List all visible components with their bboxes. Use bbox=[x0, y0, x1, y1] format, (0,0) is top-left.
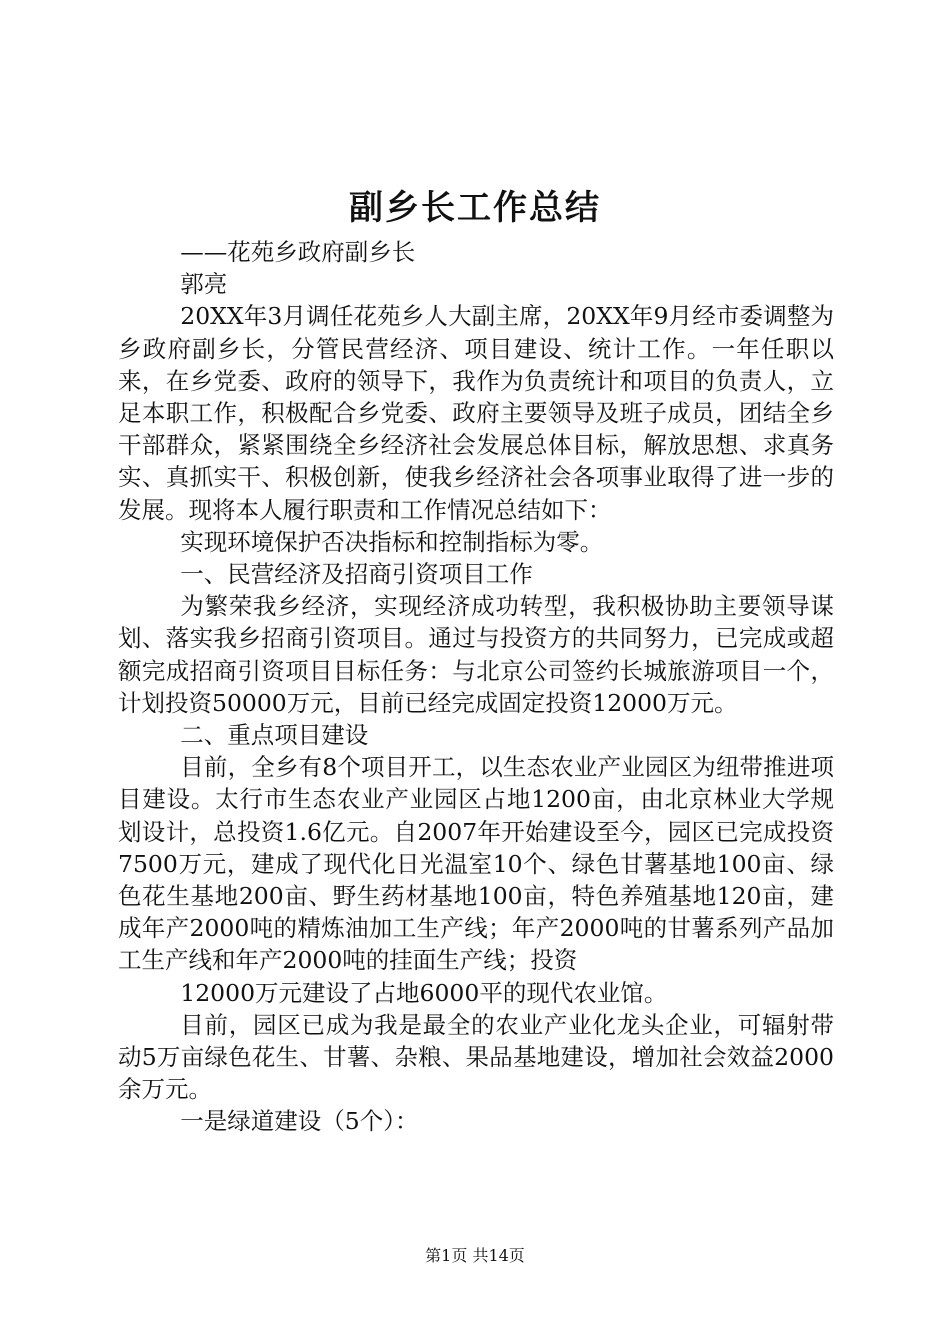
page-footer: 第1页 共14页 bbox=[425, 1246, 525, 1265]
document-title: 副乡长工作总结 bbox=[349, 188, 601, 228]
park-benefit-paragraph: 目前，园区已成为我是最全的农业产业化龙头企业，可辐射带动5万亩绿色花生、甘薯、杂粮、果品基地建设，增加社会效益2000余万元。 bbox=[118, 1010, 834, 1104]
projects-paragraph: 目前，全乡有8个项目开工，以生态农业产业园区为纽带推进项目建设。太行市生态农业产业园区占地1200亩，由北京林业大学规划设计，总投资1.6亿元。自2007年开始建设至今，园区已完成投资7500万元，建成了现代化日光温室10个、绿色甘薯基地100亩、绿色花生基地200亩、野生药材基地100亩，特色养殖基地120亩，建成年产2000吨的精炼油加工生产线；年产2000吨的甘薯系列产品加工生产线和年产2000吨的挂面生产线；投资 bbox=[118, 753, 834, 975]
intro-paragraph: 20XX年3月调任花苑乡人大副主席，20XX年9月经市委调整为乡政府副乡长，分管民营经济、项目建设、统计工作。一年任职以来，在乡党委、政府的领导下，我作为负责统计和项目的负责人，立足本职工作，积极配合乡党委、政府主要领导及班子成员，团结全乡干部群众，紧紧围绕全乡经济社会发展总体目标，解放思想、求真务实、真抓实干、积极创新，使我乡经济社会各项事业取得了进一步的发展。现将本人履行职责和工作情况总结如下： bbox=[118, 302, 834, 524]
agriculture-hall-paragraph: 12000万元建设了占地6000平的现代农业馆。 bbox=[180, 978, 668, 1007]
section-heading-1: 一、民营经济及招商引资项目工作 bbox=[180, 560, 533, 589]
section-heading-2: 二、重点项目建设 bbox=[180, 721, 369, 750]
document-body bbox=[118, 236, 834, 1138]
environment-paragraph: 实现环境保护否决指标和控制指标为零。 bbox=[180, 527, 604, 556]
greenway-heading: 一是绿道建设（5个）： bbox=[180, 1107, 419, 1136]
investment-paragraph: 为繁荣我乡经济，实现经济成功转型，我积极协助主要领导谋划、落实我乡招商引资项目。通过与投资方的共同努力，已完成或超额完成招商引资项目目标任务：与北京公司签约长城旅游项目一个，计划投资50000万元，目前已经完成固定投资12000万元。 bbox=[118, 592, 834, 717]
author-affiliation: ——花苑乡政府副乡长 bbox=[180, 238, 416, 266]
author-name: 郭亮 bbox=[180, 270, 228, 299]
